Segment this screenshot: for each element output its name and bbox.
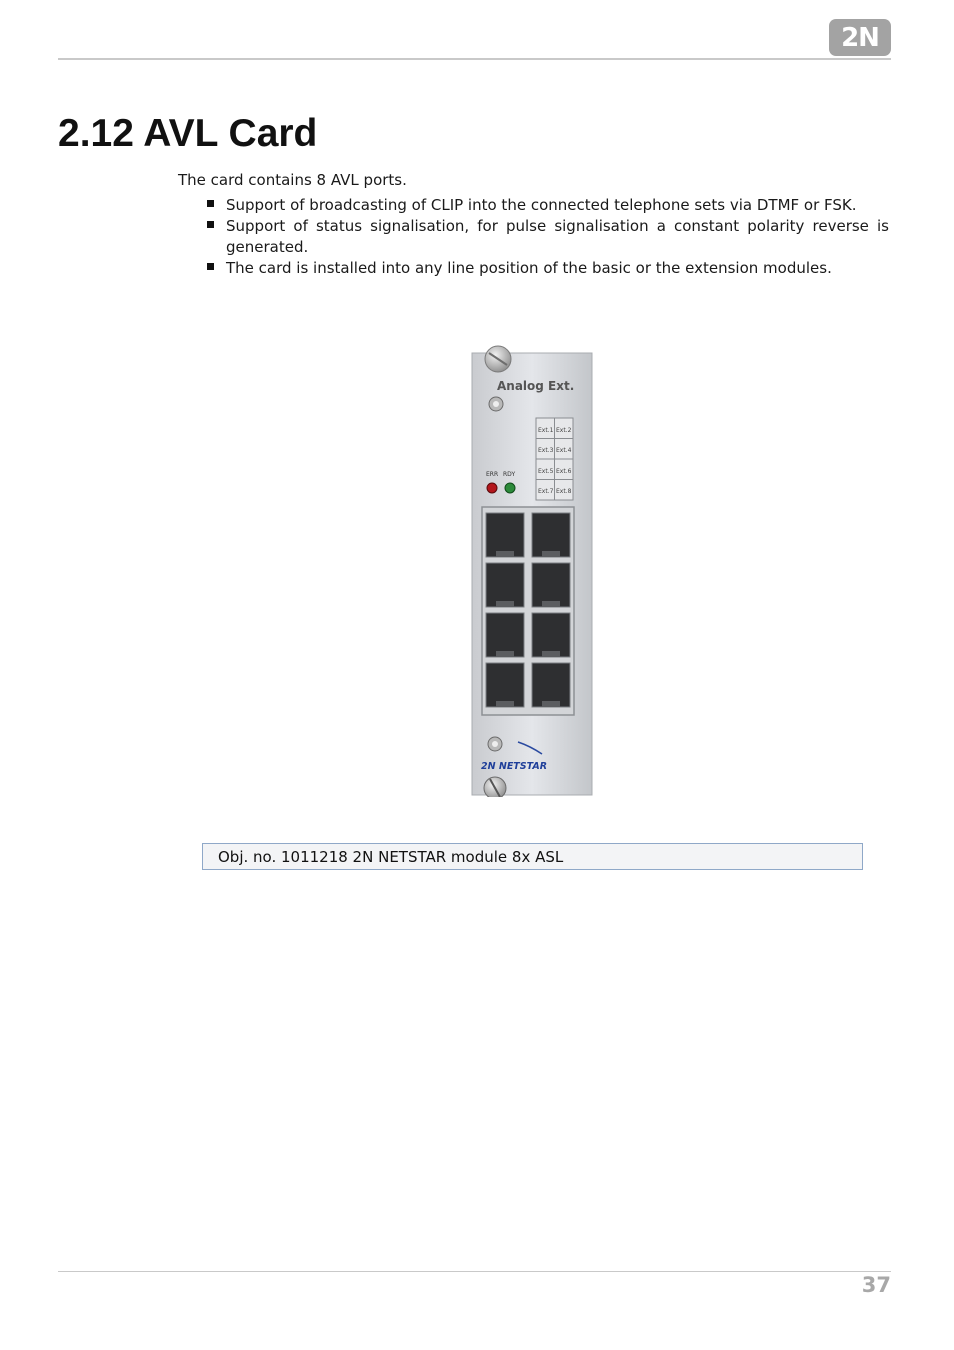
intro-paragraph: The card contains 8 AVL ports.	[178, 171, 407, 189]
ext-label: Ext.2	[556, 427, 572, 434]
feature-text: Support of status signalisation, for pulse signalisation a constant polarity reverse is generated.	[226, 217, 889, 256]
section-title: 2.12 AVL Card	[58, 112, 318, 155]
rdy-led-icon	[505, 483, 515, 493]
feature-item	[205, 195, 889, 216]
brand-label: 2N NETSTAR	[481, 761, 548, 772]
mount-screw-icon	[488, 737, 502, 751]
ext-label: Ext.5	[538, 468, 554, 475]
page-number: 37	[861, 1273, 891, 1297]
rdy-led-label: RDY	[503, 471, 516, 478]
err-led-label: ERR	[486, 471, 499, 478]
feature-list	[205, 195, 889, 279]
ext-label: Ext.1	[538, 427, 554, 434]
rj45-port-icon	[532, 663, 570, 707]
logo-text: 2N	[841, 22, 879, 53]
bullet-square-icon	[207, 200, 214, 207]
rj45-port-icon	[532, 563, 570, 607]
rj45-port-icon	[532, 513, 570, 557]
ext-label: Ext.7	[538, 488, 554, 495]
ext-label: Ext.4	[556, 447, 572, 454]
bullet-square-icon	[207, 221, 214, 228]
rj45-port-icon	[532, 613, 570, 657]
feature-item	[205, 258, 889, 279]
panel-label: Analog Ext.	[497, 379, 575, 393]
feature-text: The card is installed into any line position of the basic or the extension modules.	[226, 259, 832, 277]
err-led-icon	[487, 483, 497, 493]
rj45-port-icon	[486, 563, 524, 607]
bullet-square-icon	[207, 263, 214, 270]
footer-rule	[58, 1271, 891, 1272]
ext-label-grid	[536, 418, 573, 500]
object-number-caption: Obj. no. 1011218 2N NETSTAR module 8x ASL	[218, 848, 564, 866]
avl-card-illustration	[470, 345, 594, 797]
rj45-port-icon	[486, 513, 524, 557]
header-rule	[58, 58, 891, 60]
ext-label: Ext.8	[556, 488, 572, 495]
rj45-port-icon	[486, 613, 524, 657]
mount-screw-icon	[489, 397, 503, 411]
object-number-box	[202, 843, 863, 870]
ext-label: Ext.3	[538, 447, 554, 454]
ext-label: Ext.6	[556, 468, 572, 475]
feature-item	[205, 216, 889, 258]
top-screw-icon	[485, 346, 511, 372]
bottom-screw-icon	[484, 777, 506, 797]
feature-text: Support of broadcasting of CLIP into the connected telephone sets via DTMF or FSK.	[226, 196, 857, 214]
rj45-port-icon	[486, 663, 524, 707]
avl-card-figure	[470, 345, 594, 797]
rj45-port-block	[482, 507, 574, 715]
brand-logo	[829, 19, 891, 56]
